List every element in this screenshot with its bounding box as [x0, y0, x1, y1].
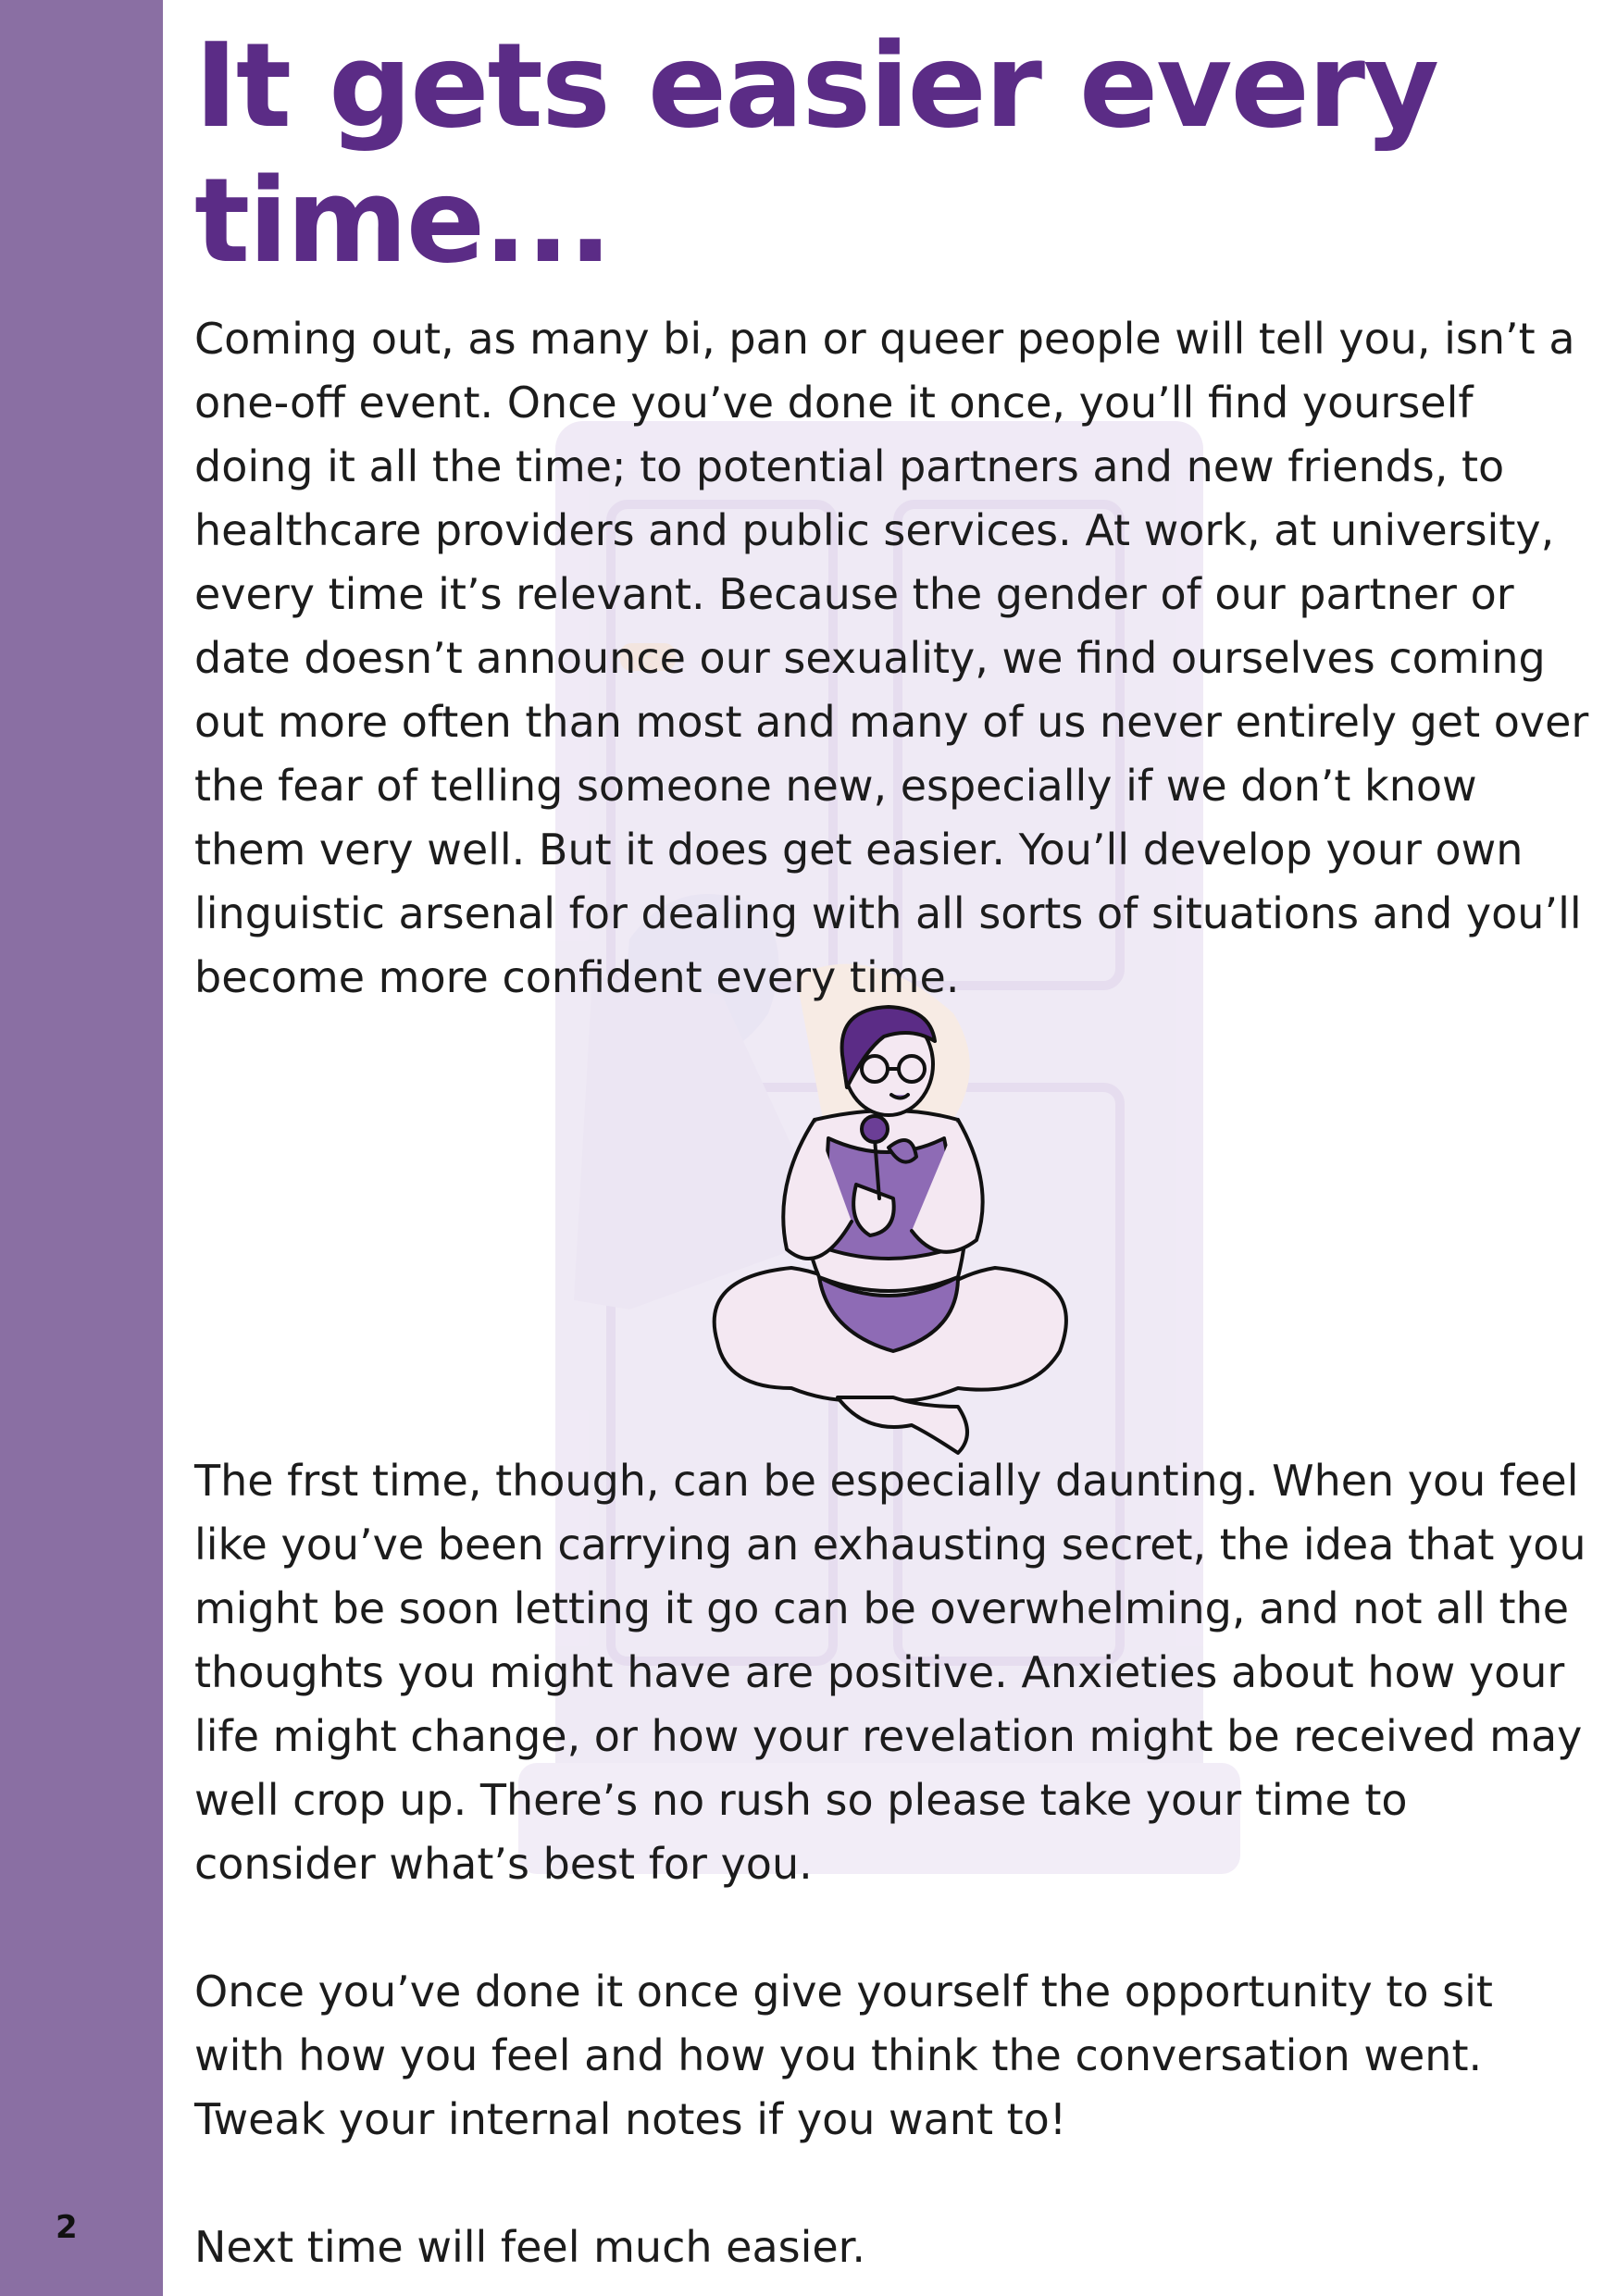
- left-sidebar: [0, 0, 163, 2296]
- page-title: It gets easier every time...: [194, 18, 1438, 289]
- intro-paragraph: Coming out, as many bi, pan or queer people will tell you, isn’t a one-off event. Once you’ve done it once, you’ll find yourself doing it all the time; to potential partners and new friends, to healthcare providers and public services. At work, at university, every time it’s relevant. Because the gender of our partner or date doesn’t announce our sexuality, we find ourselves coming out more often than most and many of us never entirely get over the fear of telling someone new, especially if we don’t know them very well. But it does get easier. You’ll develop your own linguistic arsenal for dealing with all sorts of situations and you’ll become more confident every time.: [194, 314, 1589, 1002]
- closing-paragraph: Next time will feel much easier.: [194, 2222, 865, 2272]
- seated-person-illustration: [680, 999, 1097, 1471]
- page-number: 2: [56, 2209, 78, 2246]
- first-time-paragraph: The frst time, though, can be especially daunting. When you feel like you’ve been carrying an exhausting secret, the idea that you might be soon letting it go can be overwhelming, and not all the thoughts you might have are positive. Anxieties about how your life might change, or how your revelation might be received may well crop up. There’s no rush so please take your time to consider what’s best for you.: [194, 1456, 1586, 1889]
- reflection-paragraph: Once you’ve done it once give yourself the opportunity to sit with how you feel and how you think the conversation went. Tweak your internal notes if you want to!: [194, 1967, 1493, 2144]
